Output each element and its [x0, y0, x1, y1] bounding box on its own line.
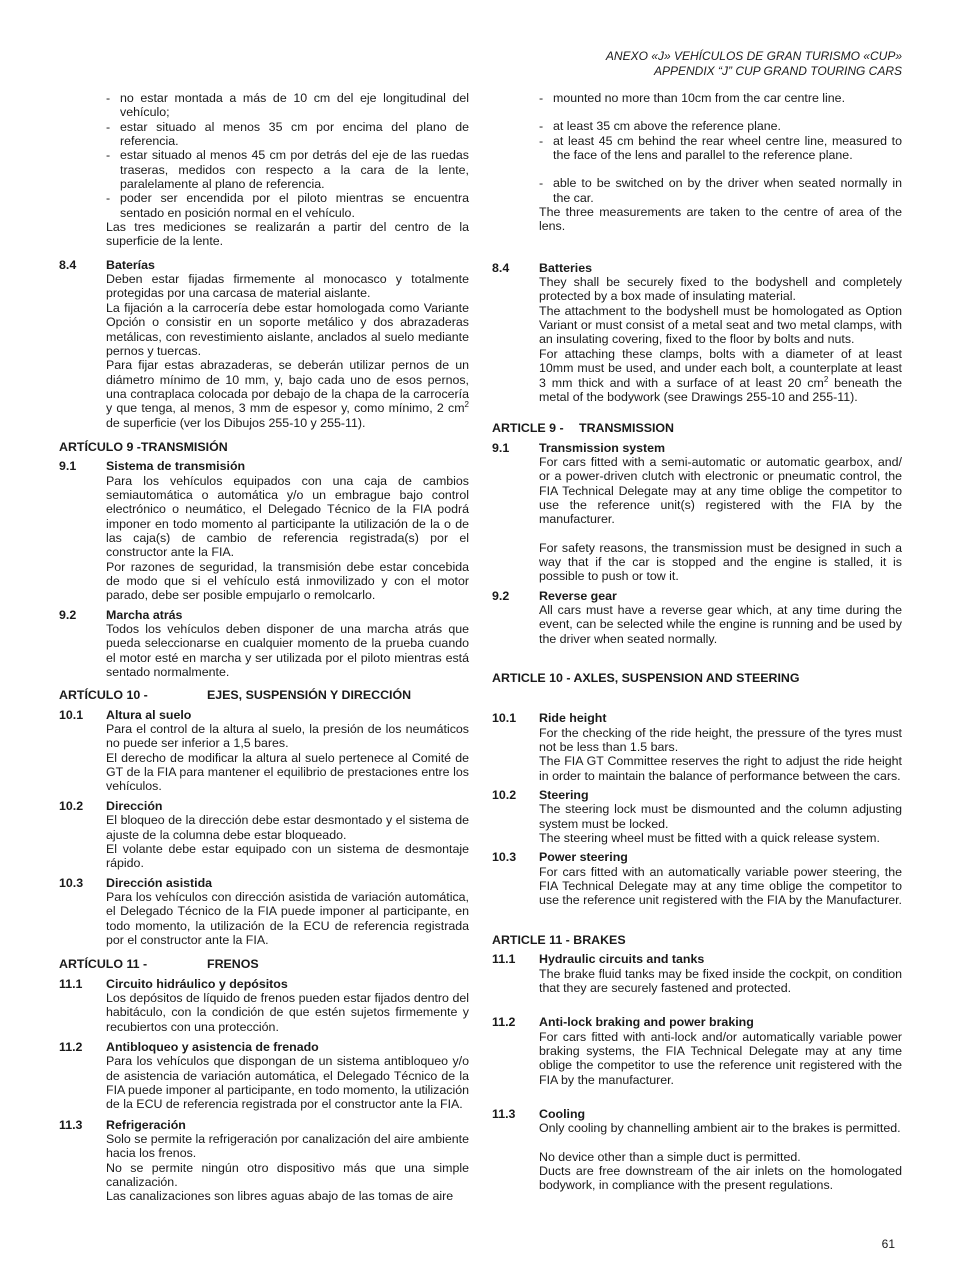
paragraph: Las tres mediciones se realizarán a partir del centro de la superficie de la lente.	[106, 220, 469, 249]
paragraph: La fijación a la carrocería debe estar homologada como Variante Opción o consistir en un soporte metálico y dos abrazaderas metálicas, con revestimiento aislante, anclados al suelo mediante pernos y tuercas.	[106, 300, 469, 358]
section-11-1: 11.1 Circuito hidráulico y depósitos Los depósitos de líquido de frenos pueden estar fijados dentro del habitáculo, con la condición de que estén sujetos firmemente y recubiertos con una protección.	[59, 976, 469, 1034]
header-line-en: APPENDIX “J” CUP GRAND TOURING CARS	[653, 64, 902, 78]
section-10-3: 10.3 Power steering For cars fitted with an automatically variable power steering, the FIA Technical Delegate may at any time oblige the competitor to use the reference unit registered with the FIA by the Manufacturer.	[492, 850, 902, 908]
bullet-item: - poder ser encendida por el piloto mientras se encuentra sentado en posición normal en el vehículo.	[106, 191, 469, 220]
article-10-heading: ARTÍCULO 10 - EJES, SUSPENSIÓN Y DIRECCIÓN	[59, 688, 412, 703]
section-10-2: 10.2 Steering The steering lock must be dismounted and the column adjusting system must be locked. The steering wheel must be fitted with a quick release system.	[492, 788, 902, 846]
paragraph: Para fijar estas abrazaderas, se deberán utilizar pernos de un diámetro mínimo de 10 mm, y, bajo cada uno de esos pernos, una contraplaca colocada por debajo de la chapa de la carrocería y que tenga, al menos, 3 mm de espesor y, como mínimo, 2 $cm^2$ de superficie (ver los Dibujos 255-10 y 255-11).	[106, 358, 469, 430]
section-9-2: 9.2 Marcha atrás Todos los vehículos deben disponer de una marcha atrás que pueda seleccionarse en cualquier momento de la prueba cuando el motor esté en marcha y ser utilizada por el piloto mientras está sentado normalmente.	[59, 607, 469, 680]
section-9-2: 9.2 Reverse gear All cars must have a reverse gear which, at any time during the event, can be selected while the engine is running and be used by the driver when seated normally.	[492, 588, 902, 646]
section-10-1: 10.1 Ride height For the checking of the ride height, the pressure of the tyres must not be less than 1.5 bars. The FIA GT Committee reserves the right to adjust the ride height in order to maintain the balance of performance between the cars.	[492, 711, 902, 783]
paragraph: The three measurements are taken to the centre of area of the lens.	[539, 205, 902, 234]
bullet-item: - at least 45 cm behind the rear wheel centre line, measured to the face of the lens and parallel to the reference plane.	[539, 133, 902, 163]
article-10-heading: ARTICLE 10 - AXLES, SUSPENSION AND STEERING	[492, 671, 800, 685]
bullet-item: - able to be switched on by the driver when seated normally in the car.	[539, 176, 902, 205]
bullet-item: - no estar montada a más de 10 cm del eje longitudinal del vehículo;	[106, 91, 469, 120]
section-title: Baterías	[106, 257, 155, 272]
section-11-1: 11.1 Hydraulic circuits and tanks The brake fluid tanks may be fixed inside the cockpit, on condition that they are securely fastened and protected.	[492, 952, 902, 995]
section-9-1: 9.1 Sistema de transmisión Para los vehículos equipados con una caja de cambios semiautomática o automática y/o un embrague bajo control electrónico o neumático, el Delegado Técnico de la FIA podrá imponer en todo momento al participante la utilización de la o de las caja(s) de cambio de referencia registrada(s) por el constructor ante la FIA. Por razones de seguridad, la transmisión debe estar concebida de modo que si el vehículo está inmovilizado y con el motor parado, debe ser posible empujarlo o remolcarlo.	[59, 459, 469, 603]
section-11-3: 11.3 Refrigeración Solo se permite la refrigeración por canalización del aire ambiente hacia los frenos. No se permite ningún otro dispositivo más que una simple canalización. Las canalizaciones son libres aguas abajo de las tomas de aire	[59, 1117, 469, 1204]
section-11-2: 11.2 Anti-lock braking and power braking For cars fitted with anti-lock and/or automatically variable power braking systems, the FIA Technical Delegate may at any time oblige the competitor to use the reference unit registered with the FIA by the manufacturer.	[492, 1015, 902, 1087]
section-9-1: 9.1 Transmission system For cars fitted with a semi-automatic or automatic gearbox, and/ or a power-driven clutch with electronic or pneumatic control, the FIA Technical Delegate may at any time oblige the competitor to use the reference unit(s) registered with the FIA by the manufacturer. For safety reasons, the transmission must be designed in such a way that if the car is stopped and the engine is stalled, it is possible to push or tow it.	[492, 440, 902, 584]
section-8-4	[59, 258, 469, 430]
article-11-heading: ARTÍCULO 11 - FRENOS	[59, 957, 259, 972]
article-9-heading: ARTICLE 9 - TRANSMISSION	[492, 421, 674, 436]
article-9-heading: ARTÍCULO 9 -TRANSMISIÓN	[59, 439, 228, 454]
section-10-2: 10.2 Dirección El bloqueo de la dirección debe estar desmontado y el sistema de ajuste de la columna debe estar bloqueado. El volante debe estar equipado con un sistema de desmontaje rápido.	[59, 798, 469, 871]
section-11-3: 11.3 Cooling Only cooling by channelling ambient air to the brakes is permitted. No device other than a simple duct is permitted. Ducts are free downstream of the air inlets on the homologated bodywork, in compliance with the present regulations.	[492, 1106, 902, 1193]
section-number: 8.4	[59, 257, 77, 272]
bullet-item: - estar situado al menos 45 cm por detrás del eje de las ruedas traseras, medidos con respecto a la cara de la lente, paralelamente al plano de referencia.	[106, 148, 469, 192]
section-11-2: 11.2 Antibloqueo y asistencia de frenado Para los vehículos que dispongan de un sistema antibloqueo y/o de asistencia de variación automática, el Delegado Técnico de la FIA puede imponer al participante, en todo momento, la utilización de la ECU de referencia registrada por el constructor ante la FIA.	[59, 1039, 469, 1112]
bullet-item: - at least 35 cm above the reference plane.	[539, 119, 781, 134]
header-line-es: ANEXO «J» VEHÍCULOS DE GRAN TURISMO «CUP»	[605, 49, 902, 63]
bullet-item: - mounted no more than 10cm from the car centre line.	[539, 91, 846, 105]
page-header	[606, 49, 902, 79]
article-11-heading: ARTICLE 11 - BRAKES	[492, 932, 626, 947]
paragraph: Deben estar fijadas firmemente al monocasco y totalmente protegidas por una carcasa de material aislante.	[106, 272, 469, 301]
spanish-column	[59, 91, 469, 1204]
page-number: 61	[881, 1237, 895, 1251]
section-8-4: 8.4 Batteries They shall be securely fixed to the bodyshell and completely protected by a box made of insulating material. The attachment to the bodyshell must be homologated as Option Variant or must consist of a metal seat and two metal clamps, with an insulating covering, fixed to the floor by bolts and nuts. For attaching these clamps, bolts with a diameter of at least 10mm must be used, and under each bolt, a counterplate at least 3 mm thick and with a surface of at least 20 $cm^2$ beneath the metal of the bodywork (see Drawings 255-10 and 255-11).	[492, 260, 902, 404]
section-10-1: 10.1 Altura al suelo Para el control de la altura al suelo, la presión de los neumáticos no puede ser inferior a 1,5 bares. El derecho de modificar la altura al suelo pertenece al Comité de GT de la FIA para mantener el equilibrio de prestaciones entre los vehículos.	[59, 707, 469, 794]
english-column	[492, 91, 902, 1193]
bullet-item: - estar situado al menos 35 cm por encima del plano de referencia.	[106, 119, 469, 149]
section-10-3: 10.3 Dirección asistida Para los vehículos con dirección asistida de variación automática, el Delegado Técnico de la FIA puede imponer al participante, en todo momento, la utilización de la ECU de referencia registrada por el constructor ante la FIA.	[59, 875, 469, 947]
